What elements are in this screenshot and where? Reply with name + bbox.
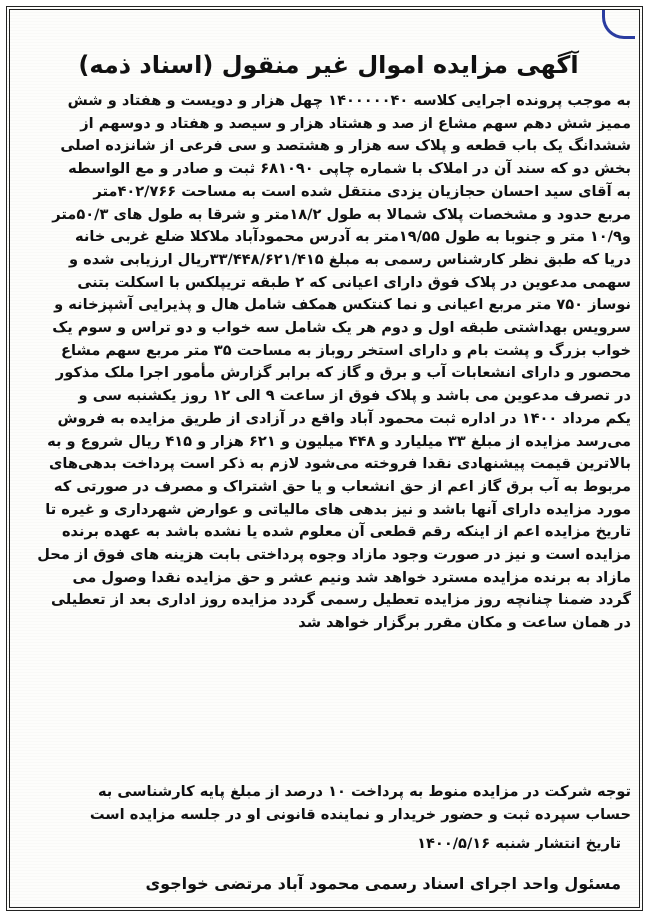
body-line: مربوط به آب برق گاز اعم از حق انشعاب و یا حق اشتراک و مصرف در صورتی که — [53, 477, 631, 495]
body-line: بالاترین قیمت پیشنهادی نقدا فروخته می‌شود لازم به ذکر است پرداخت بدهی‌های — [48, 455, 631, 473]
body-line: می‌رسد مزایده از مبلغ ۳۳ میلیارد و ۴۴۸ میلیون و ۶۲۱ هزار و ۴۱۵ ریال شروع و به — [47, 432, 631, 450]
body-line: مربع حدود و مشخصات پلاک شمالا به طول ۱۸/۲متر و شرقا به طول های ۵۰/۳متر — [52, 205, 631, 223]
body-line: نوساز ۷۵۰ متر مربع اعیانی و نما کنتکس همکف شامل هال و پذیرایی آشپزخانه و — [54, 296, 631, 314]
body-line: سرویس بهداشتی طبقه اول و دوم هر یک شامل سه خواب و دو تراس و سوم یک — [52, 319, 631, 337]
body-line: تاریخ مزایده اعم از اینکه رقم قطعی آن معلوم شده یا نشده باشد به عهده برنده — [61, 523, 631, 541]
body-line: ششدانگ یک باب قطعه و پلاک سه هزار و هشتصد و سی فرعی از شانزده اصلی — [60, 137, 631, 155]
body-line: گردد ضمنا چنانچه روز مزایده تعطیل رسمی گردد مزایده روز اداری بعد از تعطیلی — [51, 591, 631, 609]
corner-pen-mark — [602, 10, 635, 39]
body-line: ممیز شش دهم سهم مشاع از صد و هشتاد هزار و سیصد و هفتاد و دوسهم از — [80, 114, 631, 132]
participation-note — [26, 780, 631, 826]
body-line: دریا که طبق نظر کارشناس رسمی به مبلغ ۳۳/۴۴۸/۶۲۱/۴۱۵ریال ارزیابی شده و — [68, 250, 631, 268]
body-line: در همان ساعت و مکان مقرر برگزار خواهد شد — [298, 614, 631, 632]
body-line: محصور و دارای انشعابات آب و برق و گاز که برابر گزارش مأمور اجرا ملک مذکور — [55, 364, 631, 382]
notice-title: آگهی مزایده اموال غیر منقول (اسناد ذمه) — [78, 51, 579, 79]
body-line: سهمی مدعوین در پلاک فوق دارای اعیانی که ۲ طبقه تریپلکس با اسکلت بتنی — [77, 273, 631, 291]
body-line: مورد مزایده دارای آنها باشد و نیز بدهی های مالیاتی و عوارض شهرداری و غیره تا — [45, 500, 631, 518]
note-line: حساب سپرده ثبت و حضور خریدار و نماینده قانونی او در جلسه مزایده است — [89, 806, 631, 823]
body-line: یکم مرداد ۱۴۰۰ در اداره ثبت محمود آباد واقع در آزادی از طریق مزایده به فروش — [57, 409, 631, 427]
signature-line: مسئول واحد اجرای اسناد رسمی محمود آباد مرتضی خواجوی — [145, 874, 621, 893]
publish-date: تاریخ انتشار شنبه ۱۴۰۰/۵/۱۶ — [417, 835, 621, 852]
body-line: مازاد به برنده مزایده مسترد خواهد شد ونیم عشر و حق مزایده نقدا وصول می — [72, 568, 631, 586]
note-line: توجه شرکت در مزایده منوط به پرداخت ۱۰ درصد از مبلغ پایه کارشناسی به — [97, 783, 631, 800]
body-line: مزایده است و نیز در صورت وجود مازاد وجوه پرداختی بابت هزینه های فوق از محل — [37, 546, 631, 564]
body-line: بخش دو که سند آن در املاک با شماره چاپی ۶۸۱۰۹۰ ثبت و صادر و مع الواسطه — [68, 160, 631, 178]
body-line: به آقای سید احسان حجازیان یزدی منتقل شده است به مساحت ۴۰۲/۷۶۶متر — [93, 182, 631, 200]
body-line: و۱۰/۹ متر و جنوبا به طول ۱۹/۵۵متر به آدرس محمودآباد ملاکلا ضلع غربی خانه — [75, 228, 631, 246]
notice-body — [26, 90, 631, 635]
body-line: در تصرف مدعوین می باشد و پلاک فوق از ساعت ۹ الی ۱۲ روز یکشنبه سی و — [78, 387, 631, 405]
notice-frame — [6, 6, 643, 911]
body-line: به موجب پرونده اجرایی کلاسه ۱۴۰۰۰۰۰۴۰ چهل هزار و دویست و هفتاد و شش — [67, 92, 631, 109]
body-line: خواب بزرگ و پشت بام و دارای استخر روباز به مساحت ۳۵ متر مربع سهم مشاع — [61, 341, 631, 359]
